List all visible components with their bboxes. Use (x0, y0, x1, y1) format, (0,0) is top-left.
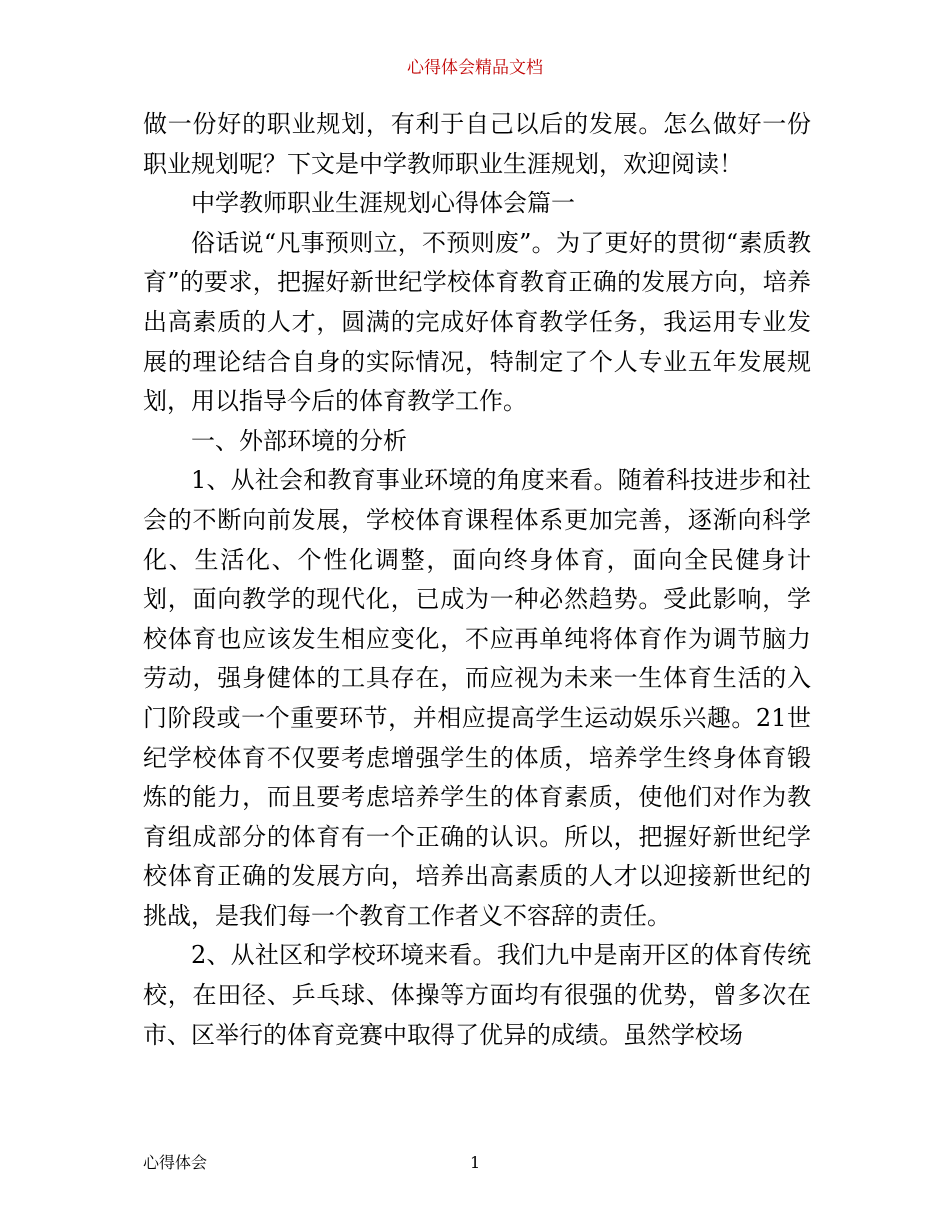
body-paragraph: 1、从社会和教育事业环境的角度来看。随着科技进步和社会的不断向前发展，学校体育课程体系更加完善，逐渐向科学化、生活化、个性化调整，面向终身体育，面向全民健身计划，面向教学的现代化，已成为一种必然趋势。受此影响，学校体育也应该发生相应变化，不应再单纯将体育作为调节脑力劳动，强身健体的工具存在，而应视为未来一生体育生活的入门阶段或一个重要环节，并相应提高学生运动娱乐兴趣。21世纪学校体育不仅要考虑增强学生的体质，培养学生终身体育锻炼的能力，而且要考虑培养学生的体育素质，使他们对作为教育组成部分的体育有一个正确的认识。所以，把握好新世纪学校体育正确的发展方向，培养出高素质的人才以迎接新世纪的挑战，是我们每一个教育工作者义不容辞的责任。 (143, 466, 811, 930)
document-header-title: 心得体会精品文档 (407, 58, 543, 78)
footer-label: 心得体会 (143, 1153, 208, 1172)
subsection-heading: 一、外部环境的分析 (191, 426, 407, 455)
intro-paragraph: 做一份好的职业规划，有利于自己以后的发展。怎么做好一份职业规划呢？下文是中学教师职业生涯规划，欢迎阅读！ (143, 110, 811, 178)
section-heading: 中学教师职业生涯规划心得体会篇一 (191, 189, 575, 218)
document-body (143, 105, 811, 1055)
page-number: 1 (470, 1153, 481, 1172)
body-paragraph: 2、从社区和学校环境来看。我们九中是南开区的体育传统校，在田径、乒乓球、体操等方面均有很强的优势，曾多次在市、区举行的体育竞赛中取得了优异的成绩。虽然学校场 (143, 941, 811, 1049)
body-paragraph: 俗话说“凡事预则立，不预则废”。为了更好的贯彻“素质教育”的要求，把握好新世纪学校体育教育正确的发展方向，培养出高素质的人才，圆满的完成好体育教学任务，我运用专业发展的理论结合自身的实际情况，特制定了个人专业五年发展规划，用以指导今后的体育教学工作。 (143, 228, 811, 416)
